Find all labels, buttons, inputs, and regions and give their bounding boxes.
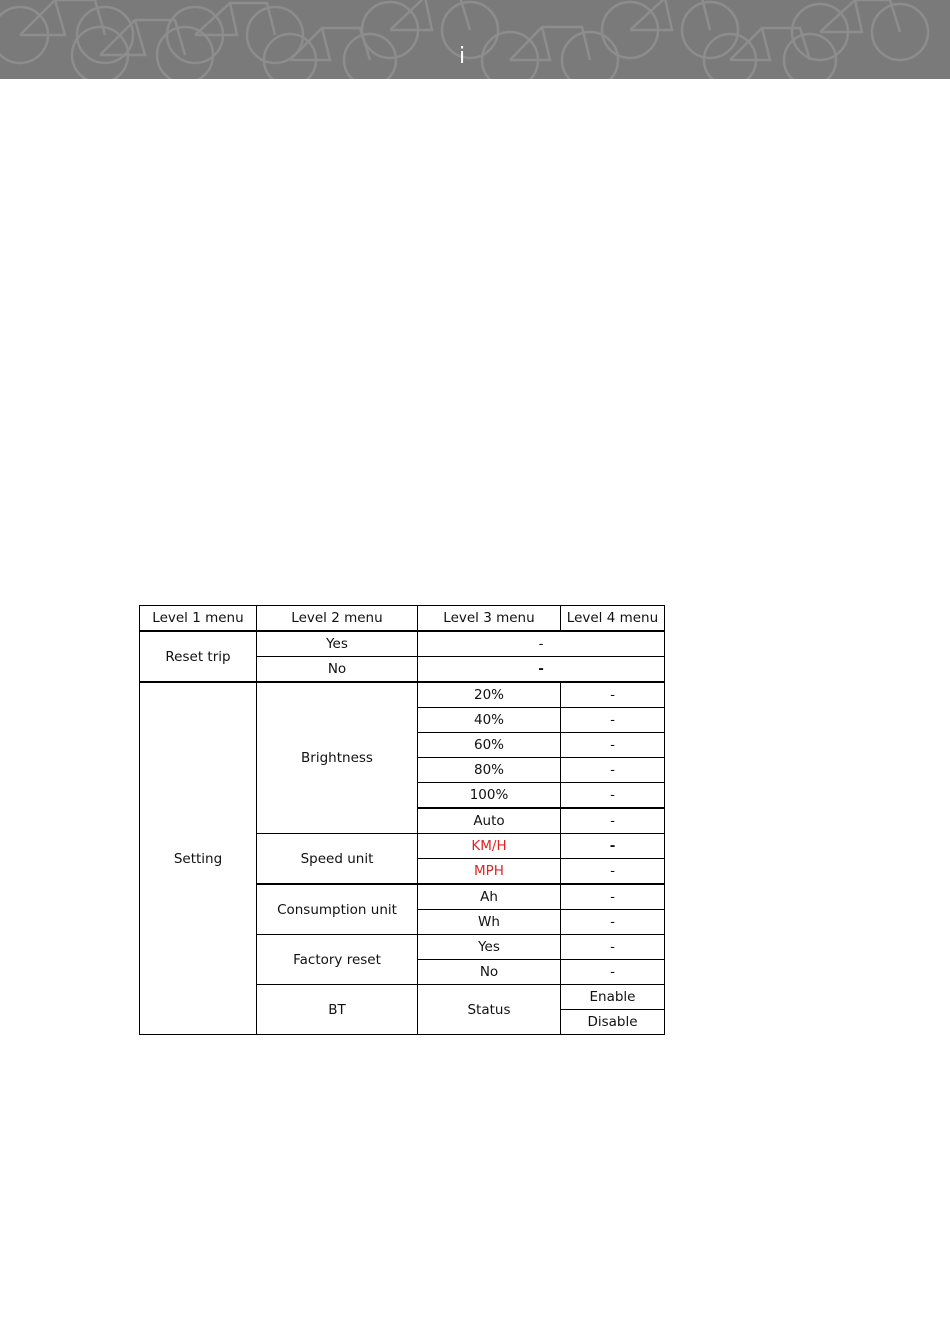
factory-reset-option: Yes xyxy=(418,935,561,960)
factory-reset-option: No xyxy=(418,960,561,985)
header-level-2: Level 2 menu xyxy=(257,606,418,632)
brightness-l4: - xyxy=(561,708,665,733)
reset-trip-yes-value: - xyxy=(418,631,665,657)
brightness-option: 20% xyxy=(418,682,561,708)
reset-trip-no-value: - xyxy=(418,657,665,683)
bt-status: Status xyxy=(418,985,561,1035)
consumption-unit-option: Ah xyxy=(418,884,561,910)
bicycle-icon xyxy=(792,0,928,60)
speed-unit-label: Speed unit xyxy=(257,834,418,885)
header-level-1: Level 1 menu xyxy=(140,606,257,632)
reset-trip-label: Reset trip xyxy=(140,631,257,682)
table-row xyxy=(140,631,665,657)
speed-unit-l4: - xyxy=(561,834,665,859)
brightness-l4: - xyxy=(561,783,665,809)
brightness-option: 60% xyxy=(418,733,561,758)
table-row xyxy=(140,682,665,708)
consumption-unit-l4: - xyxy=(561,910,665,935)
brightness-label: Brightness xyxy=(257,682,418,834)
header-mark: i xyxy=(458,44,466,69)
bicycle-icon xyxy=(72,20,213,79)
bt-label: BT xyxy=(257,985,418,1035)
bicycle-icon xyxy=(362,0,498,58)
reset-trip-yes: Yes xyxy=(257,631,418,657)
setting-label: Setting xyxy=(140,682,257,1035)
factory-reset-label: Factory reset xyxy=(257,935,418,985)
brightness-option: Auto xyxy=(418,808,561,834)
brightness-l4: - xyxy=(561,733,665,758)
header-banner xyxy=(0,0,950,79)
speed-unit-option: MPH xyxy=(418,859,561,885)
brightness-l4: - xyxy=(561,682,665,708)
table-header-row xyxy=(140,606,665,632)
consumption-unit-option: Wh xyxy=(418,910,561,935)
header-level-4: Level 4 menu xyxy=(561,606,665,632)
speed-unit-l4: - xyxy=(561,859,665,885)
menu-table xyxy=(139,605,665,1035)
header-level-3: Level 3 menu xyxy=(418,606,561,632)
consumption-unit-label: Consumption unit xyxy=(257,884,418,935)
brightness-option: 100% xyxy=(418,783,561,809)
bt-option-enable: Enable xyxy=(561,985,665,1010)
reset-trip-no: No xyxy=(257,657,418,683)
bicycle-icon xyxy=(602,0,738,58)
speed-unit-option: KM/H xyxy=(418,834,561,859)
bicycle-pattern xyxy=(0,0,950,79)
bt-option-disable: Disable xyxy=(561,1010,665,1035)
brightness-option: 40% xyxy=(418,708,561,733)
factory-reset-l4: - xyxy=(561,935,665,960)
factory-reset-l4: - xyxy=(561,960,665,985)
brightness-l4: - xyxy=(561,808,665,834)
consumption-unit-l4: - xyxy=(561,884,665,910)
bicycle-icon xyxy=(167,3,303,63)
brightness-l4: - xyxy=(561,758,665,783)
bicycle-icon xyxy=(482,27,618,79)
brightness-option: 80% xyxy=(418,758,561,783)
